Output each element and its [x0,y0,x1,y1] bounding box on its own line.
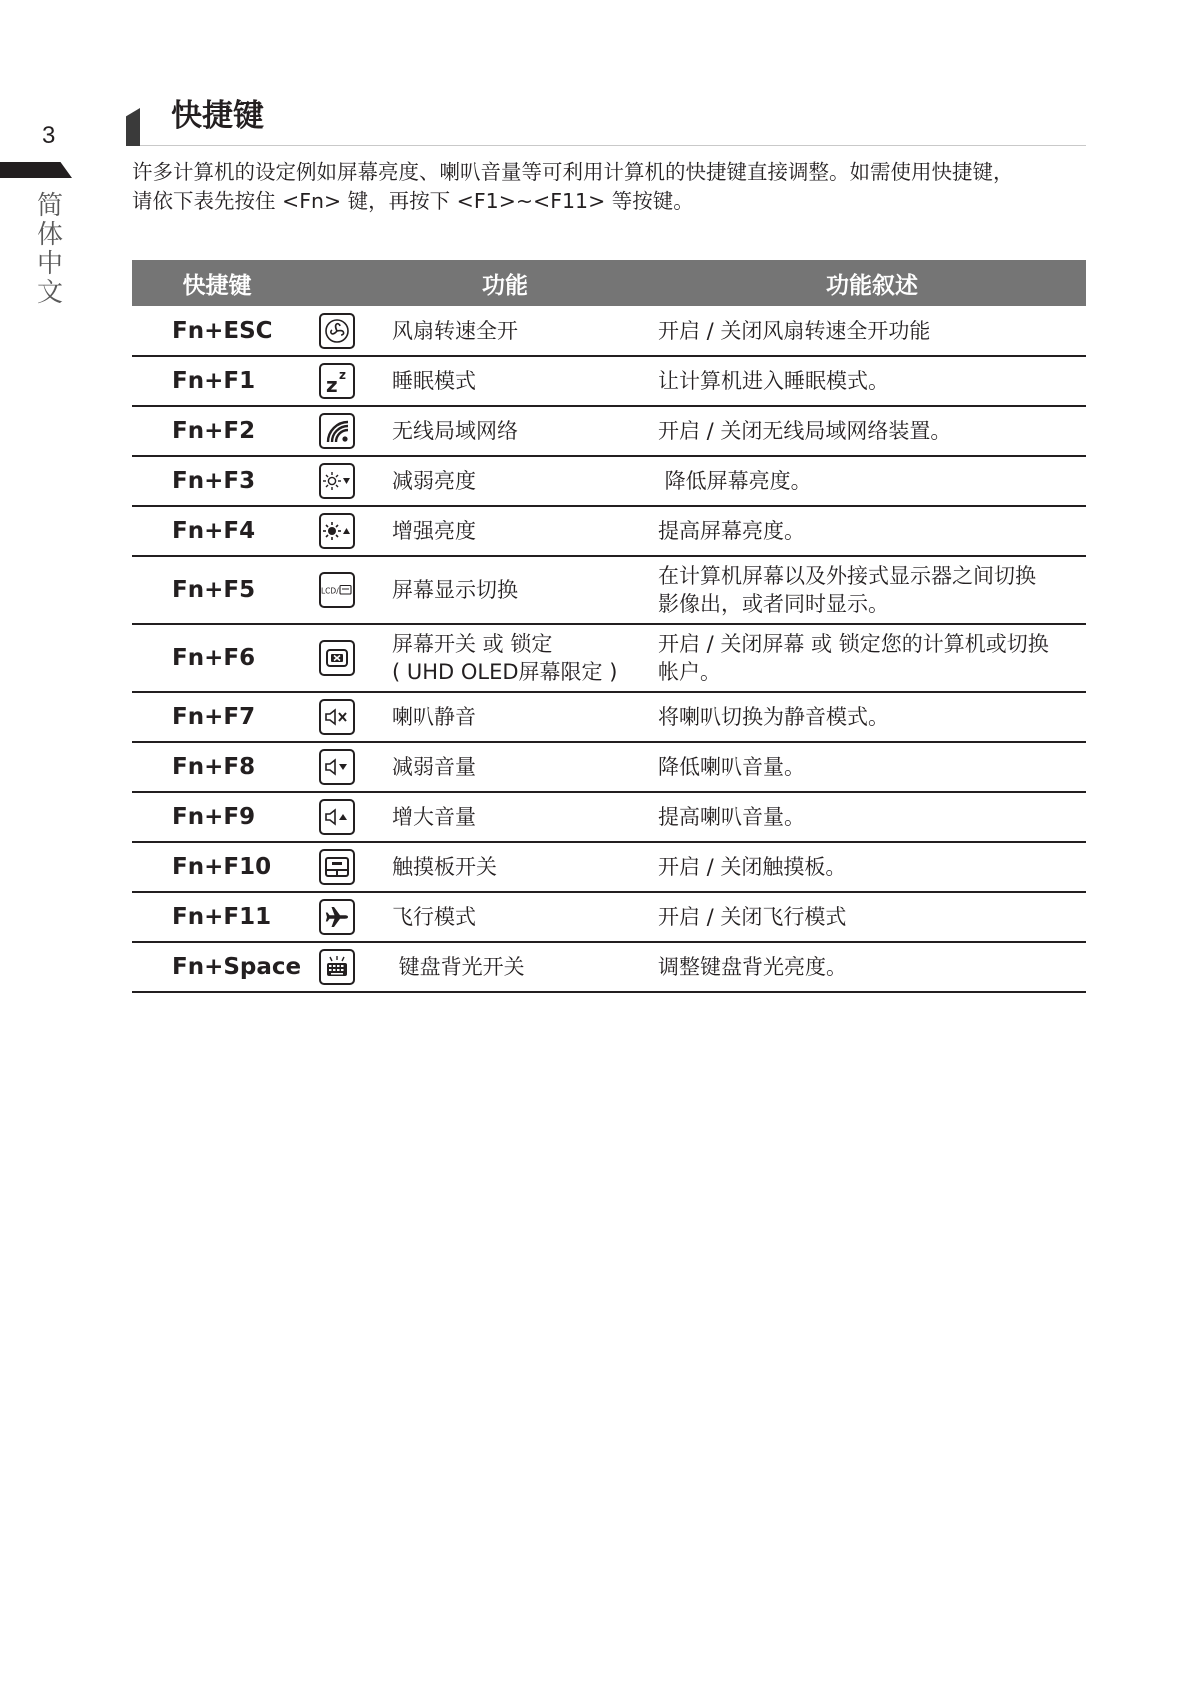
svg-text:z: z [339,368,346,382]
key-icon-cell [302,556,392,624]
function-name: 风扇转速全开 [392,306,658,356]
key-icon-cell [302,624,392,692]
function-name: 睡眠模式 [392,356,658,406]
volume-down-icon [319,749,355,785]
table-row [132,792,1086,842]
hotkey-combo: Fn+F9 [132,792,302,842]
function-name: 减弱亮度 [392,456,658,506]
hotkey-combo: Fn+F4 [132,506,302,556]
table-row [132,456,1086,506]
key-icon-cell [302,792,392,842]
title-rule [140,145,1086,146]
side-tab-marker [0,162,72,178]
page-number: 3 [42,122,56,149]
key-icon-cell [302,842,392,892]
hotkey-combo: Fn+F3 [132,456,302,506]
key-icon-cell [302,356,392,406]
function-name: 增大音量 [392,792,658,842]
function-name: 增强亮度 [392,506,658,556]
key-icon-cell [302,456,392,506]
table-row [132,506,1086,556]
hotkey-table [132,260,1086,993]
table-row [132,306,1086,356]
brightness-up-icon [319,513,355,549]
hotkey-combo: Fn+F2 [132,406,302,456]
fan-icon [319,313,355,349]
touchpad-icon [319,849,355,885]
function-description: 让计算机进入睡眠模式。 [658,356,1086,406]
function-description: 降低喇叭音量。 [658,742,1086,792]
title-marker [126,108,140,146]
function-description: 开启 / 关闭无线局域网络装置。 [658,406,1086,456]
intro-line: 许多计算机的设定例如屏幕亮度、喇叭音量等可利用计算机的快捷键直接调整。如需使用快捷键， [132,160,1014,184]
svg-text:LCD/: LCD/ [321,586,339,596]
table-row [132,406,1086,456]
key-icon-cell [302,742,392,792]
table-row [132,742,1086,792]
mute-icon [319,699,355,735]
header-icon-spacer [302,260,392,306]
table-row [132,892,1086,942]
table-row [132,942,1086,992]
key-icon-cell [302,506,392,556]
hotkey-combo: Fn+F10 [132,842,302,892]
table-row [132,692,1086,742]
header-function: 功能 [392,260,658,306]
hotkey-combo: Fn+F8 [132,742,302,792]
hotkey-combo: Fn+F5 [132,556,302,624]
table-header-row [132,260,1086,306]
svg-text:z: z [326,373,338,395]
hotkey-combo: Fn+F11 [132,892,302,942]
function-name: 飞行模式 [392,892,658,942]
display-switch-icon [319,572,355,608]
function-description: 提高喇叭音量。 [658,792,1086,842]
key-icon-cell [302,892,392,942]
side-language-label [30,192,70,308]
function-description: 将喇叭切换为静音模式。 [658,692,1086,742]
hotkey-combo: Fn+F7 [132,692,302,742]
hotkey-combo: Fn+ESC [132,306,302,356]
side-language-char: 体 [36,220,63,250]
side-language-char: 简 [36,191,63,221]
volume-up-icon [319,799,355,835]
function-description: 开启 / 关闭触摸板。 [658,842,1086,892]
function-name: 屏幕开关 或 锁定 ( UHD OLED屏幕限定 ) [392,624,658,692]
key-icon-cell [302,942,392,992]
side-language-char: 中 [36,249,63,279]
function-name: 屏幕显示切换 [392,556,658,624]
function-name: 键盘背光开关 [392,942,658,992]
wireless-icon [319,413,355,449]
intro-paragraph [132,158,1092,216]
function-name: 无线局域网络 [392,406,658,456]
function-description: 调整键盘背光亮度。 [658,942,1086,992]
side-language-char: 文 [36,278,63,308]
keyboard-backlight-icon [319,949,355,985]
function-description: 在计算机屏幕以及外接式显示器之间切换 影像出，或者同时显示。 [658,556,1086,624]
table-row [132,556,1086,624]
header-hotkey: 快捷键 [132,260,302,306]
sleep-zz-icon [319,363,355,399]
function-name: 减弱音量 [392,742,658,792]
function-description: 降低屏幕亮度。 [658,456,1086,506]
function-name: 触摸板开关 [392,842,658,892]
table-row [132,842,1086,892]
key-icon-cell [302,692,392,742]
hotkey-combo: Fn+F1 [132,356,302,406]
function-name: 喇叭静音 [392,692,658,742]
airplane-icon [319,899,355,935]
key-icon-cell [302,406,392,456]
function-description: 提高屏幕亮度。 [658,506,1086,556]
function-description: 开启 / 关闭风扇转速全开功能 [658,306,1086,356]
hotkey-combo: Fn+F6 [132,624,302,692]
table-body [132,306,1086,992]
intro-line: 请依下表先按住 <Fn> 键，再按下 <F1>~<F11> 等按键。 [132,189,694,213]
table-row [132,356,1086,406]
key-icon-cell [302,306,392,356]
function-description: 开启 / 关闭屏幕 或 锁定您的计算机或切换 帐户。 [658,624,1086,692]
header-description: 功能叙述 [658,260,1086,306]
table-row [132,624,1086,692]
function-description: 开启 / 关闭飞行模式 [658,892,1086,942]
hotkey-combo: Fn+Space [132,942,302,992]
brightness-down-icon [319,463,355,499]
screen-lock-icon [319,640,355,676]
section-title: 快捷键 [171,98,264,134]
